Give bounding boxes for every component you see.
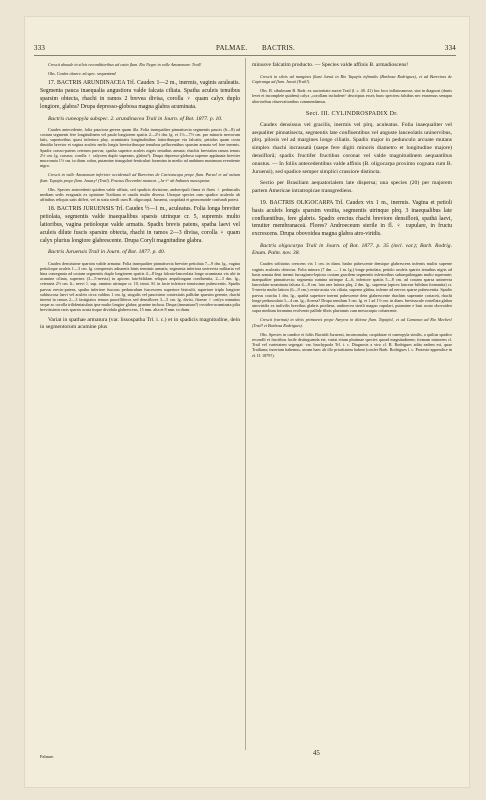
left-column [40,62,240,748]
page-number-left: 333 [34,44,46,52]
species-17-description: Caudex antecedente, folia pauciora gerens quam illa. Folia inaequaliter pinnatisecta segmentis paucis (6—8) ad costam segmenti fere longitudinem vel paulo longiorem spatiis 2—2½ dm. lg. et 1½—7½ cm. pro minoris nervorum latis, superioribus quasi inferiora pluy. acuminatis longitudinibus latioribusque via falcatis; petiolus quam costa dimidio brevior et vagina aculeis nerlis longis brevioribusque tenuibus pellucentibus sparsim armata vel fere inermis. Spadix crasso-patens ceterum parvus; spatha superior aculeis nigris tenuibus armata; rhachis breviatim ramos tenuis 2½ cm. lg. crassus; corolla ♀ calycem duplo superans, glabra?). Drupa depresso-globosa superne applanata breviter mucronata 1½ cm. in diam. rubra, putamine triangulari-lenticulari foramina in medio ad ambitum maximum evenitente nigro. [40,126,240,169]
header-rule [34,55,456,56]
footer-signature: Palmae. [40,754,55,759]
species-18-description: Caudex densissime sparsim valide armatur. Folia inaequaliter pinnatisecta breviter petiolata 7—9 dm. lg., vagina petioloque aculeis 1—3 cm. lg. compressis adiuentis binis terminis armatis; segmenta inferiora univervia militaria vel bina conregnata ad costam segmentis duplo longiorem spatiis 4—8 lega falcato-lanceolata longe acuminata vix ubi in acumine ciliata, supernes (3—5-nervia) in apicem lato-bifidam reliquis aequilongum confluentia, 2—3 dm. lg., ceteraria 2½ cm. lt.; nervi 1. sup. omnino utrinque cr. 10, tenui. Sl. in facie inferiore tenuissime pubescentis. Spadix parvus erecto-patens, spatha inferiore fuscous pedunculum fuscescens superiore bisiculii, superiore triplo longiore subfuscosa laevi vel aculeis circa valdius 1 cm. lg. singulis vel paucisime contextatis pallidae sparsim gerente, rhachi inermi in ramos 2—3 fastigiatos tenuos puncilliferos sed densiflores 3—5 cm. lg. divisi, floreae ♀ orifyx minutius seque ac corolla trilidentatulata ipse multo longior glabra; granine inclusa. Drupa (immatura?) ovoideo-acuminata pilia breviissimis raris sparsis acuta iisque dividula glabrescens, 15 mm. alta et 8 mm. in diam. [40,260,240,313]
observation-note: Obs. Confer observ. ad spec. sequentem! [48,71,117,77]
column-divider [245,58,246,750]
species-19-citation: Bactris oligocarpa Trail in Journ. of Bot. 1877. p. 35 (incl. var.); Barb. Rodrig. Enum. Palm. nov. 38. [252,242,452,257]
sheet-number: 45 [313,750,320,757]
section-distribution: Sectio per Brasiliam aequatorialem late dispersa; una species (20) per majorem partem Americae intratropicae transgrediens. [252,180,452,195]
species-17-habitat: Crescit in valle Amazonum inferiore occidentali ad Barreiras de Carivancupu prope flum. Purus! et ad ostium flum. Tapajós prope flum. Jauary! (Trail). Fructus Decembri maturat. „Ja-i“ ab Indianis nuncupatur. [40,172,240,183]
species-18-citation: Bactris Juruensis Trail in Journ. of Bot. 1877. p. 40. [48,249,166,256]
habitat-note-right: Crescit in silvis ad margines flumi Juruá in Rio Tapajós infimulis (Barbosa Rodrigues), et ad Barreiras de Capiranga ad flum. Juruá (Trail!). [252,73,452,84]
species-19-description: Caudex solitarius crescens vix 1 cm. in diam. basho pubescente densique glabrescens infernis multis superne vaginis aculeatis obtectus. Folia minora (7 dm. — 1 m. lg.) longe petiolata, petiolo aculeis sparsis tenuibus nigris ad basis armata deni inermi furcagineo-lepioso costam gracilem segmentis inferioribus subaequilongam multo superante; inaequaliter pinnatisecta; segmenta cumina utrinque 4—6, inferiore spatiis 5—8 cm. ad costam sparsa uninervia lanceolato-acuminata falcata 4—8 cm. lata rare latiora plrq. 2 dm. lg., suprema (apices lanceae bifidam formantia) cr. 5-nervia multo latiora (6—9 cm.) ovato-acuta vix ciliata, superne glabra, inferne ad nervos sparse pubescentia. Spadix parvus couchu 1 dm. lg., spathā superiore inermi pubescente dein glabrescente rhachim superante coriaceā, rhachi longe pedunculata 3—4 cm. lg.; floresa? Drupa semilum 3 cm. lg. et 1 ad 1½ cm. in diam. breviuscule rostellata glabra atroviridis ex indivilis brevibus glabris prodiens, androecea sterili magno cupulari, putamine e basi acuto obovoideo supra medium foramina evolvente pallide fibris pluriumis cum mesocarpio cohaerente. [252,261,452,314]
page-number-right: 334 [444,44,456,52]
observation-note-right: Obs. B. sibulosum B. Rodr. ex auctoritate auctei Trail (l. c. 40. 41) hoc loco inflatosmosse, sint in diagnosi (dunis levet et incomplete quidem) calyx „corollam includens“ descriptus esset; hunc specieru falsibus nec erasensus senupra ulterioribus observationibus commendamus. [252,88,452,104]
running-title-right: BACTRIS. [262,44,295,52]
species-18-diagnosis: 18. BACTRIS JURUENSIS Trl. Caudex ½—1 m., aculeatus. Folia longa breviter petiolata, segmentis valde inaequalibus sparsis utrinque cr. 5, supremis multo latioribus, vagina petioloque valde armatis. Spadix brevis patens, spatha laevi vel aculeis dilute fuscis sparsim obtecta, rhachi in ramos 2—3 divisa, corolla ♀ quam calyx plurius longiore glabrescente. Drupa Coryli magnitudine glabra. [40,206,240,244]
species-17-citation: Bactris cuneopyla subspec. 2. arundinacea Trail in Journ. of Bot. 1877. p. 10. [48,115,223,122]
right-column [252,62,452,668]
species-17-observation: Obs. Species antecedenti quidem valde affinis, sed spadicis divisione, andoecipuli firma et floris ♀ pedunculis mediam sedis evagnatis ex opinione Trailiana et caudis mulio diversa. Utraque species cum spadice aculeolo ab affinibus reliquis satis differt, vel in statu sterili cum B. oligocarpā, Juruensi, cuspidatā et geonomoide confundi potest. [40,186,240,203]
running-title-left: PALMAE. [216,44,248,52]
species-19-habitat: Crescit (varinat) in silvis primaevis prope Aveyros in ditione flum. Tapajós!, et ad Camarao ad Rio Mecbes! (Trail! et Barbosa Rodrigues). [252,317,452,328]
species-17-diagnosis: 17. BACTRIS ARUNDINACEA Trl. Caudex 1—2 m., inermis, vaginis aculeatis. Segmenta pauca inaequalia angustiora valde falcata ciliata. Spatha aculeis tenuibus sparsim obtecta, rhachi in ramos 2 brevea divisa, corolla ♀ quam calyx duplo longiore, glabra? Drupa depresso-globosa magna glabra acuminata. [40,80,240,110]
species-18-variation: Variat in spathae armatura (var. lissospatha Trl. i. c.) et in spadicis magnitudine, dein in segmentorum acumine plus [40,316,240,331]
section-description: Caudex densissus vel gracilis, inermis vel plrq. aculeatus. Folia inaequaliter vel aequaliter pinnatisecta, segmentis late confluentibus vel anguste lanceolatis uninervibus, plrq. pilosis vel ad margines longe ciliatis. Spadix major in pedunculo arcuate mutans simplex rhachi incrassatā (saepe fere digiti minoris diametro et longitudine majore) densiflorā; spadix fructifer fructibus coronat vel valde magnitudinem aequantibus onustus. — In foliis antecedentibus valde affinis (B. oligocarpa proximo cognata cum B. Juruensi), sed spadice semper simplici crassiore distincta. [252,121,452,175]
habitat-note: Crescit aboude in silvis reconditioribus ad catin flum. Rio Negro in valle Amazonum: Trail! [48,62,202,67]
continuation-text: minusve falcatim producto. — Species valde affinis B. armadioscens! [252,62,409,68]
section-heading: Sect. III. CYLINDROSPADIX Dr. [305,110,399,117]
species-19-observation: Obs. Species in candice et foliis Bactridi Juruensi, inconsonalar, cuspidatae et cuneopyla similis, a quilius spadice recondli et fructibus facile distinguenda est; variat etiam plurimae species quoad magnitudinem; formam minorem cl. Trail vel varietatem segregat: var. brachypoda Trl. i. c. Diagnosis a viro cl. B. Rodrigues adita eadem est, quae Trailiana; incertam habemus, utrum haec ab illo prioritatem habeat (confer Barb. Rodrigues l. c. Protesto-appendice in el. II. 1879?). [252,331,452,358]
species-19-diagnosis: 19. BACTRIS OLIGOCARPA Trl. Caudex vix 1 m., inermis. Vagina et petioli basis aculeis longis sparsim vestita, segmentis utrinque plrq. 3 inaequalibus late confluentibus, fere glabris. Spadix erectus rhachi breviore densiflorā, spathā laevi, tenuiter membranaceā. Flores? Androeceum sterile in fl. ♀ cupulare, in fructu excrescens. Drupa obovoidea magna glabra atro-viridis. [252,199,452,238]
